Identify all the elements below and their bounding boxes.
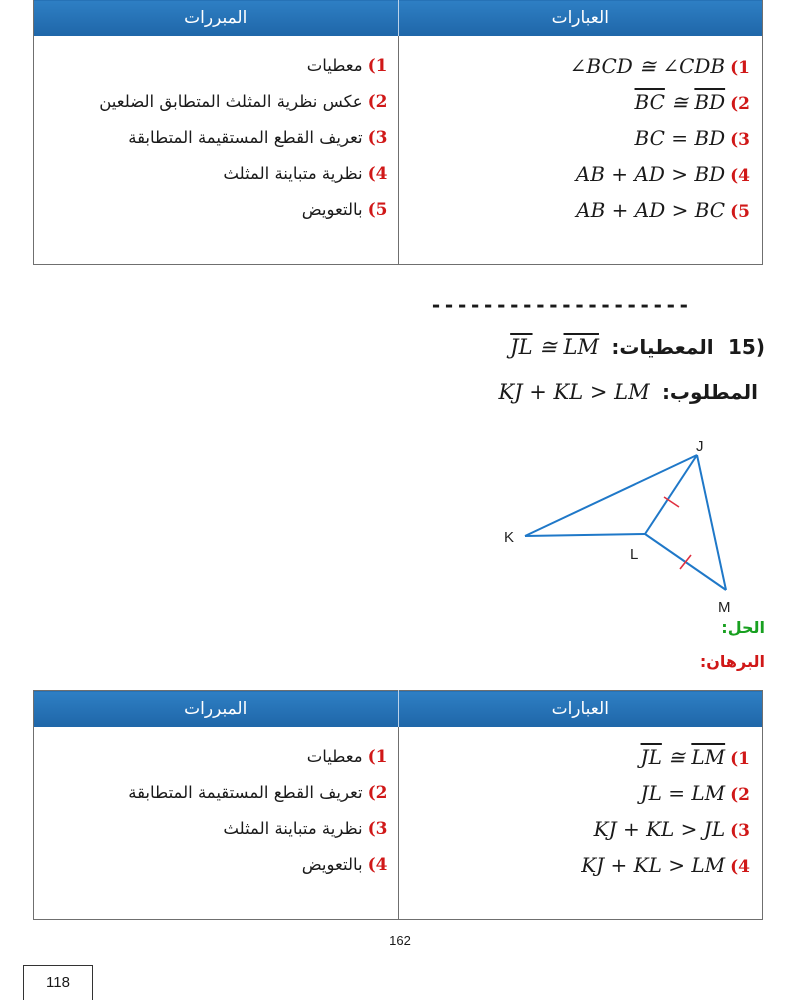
given-statement: $\overline{JL}$ ≅ $\overline{LM}$ <box>510 335 599 359</box>
page-number: 162 <box>389 933 411 948</box>
row-number: 3) <box>367 819 388 839</box>
statement-row <box>399 84 763 120</box>
reason-row <box>34 156 398 192</box>
row-number: 2) <box>367 783 388 803</box>
reason-text: معطيات <box>306 56 363 75</box>
reason-row <box>34 739 398 775</box>
row-number: 2) <box>367 92 388 112</box>
row-number: 2) <box>730 94 750 114</box>
statement-math: $\overline{JL}$ ≅ $\overline{LM}$ <box>640 745 726 769</box>
tick-LM <box>680 555 691 569</box>
figure-lines <box>525 455 726 590</box>
row-number: 3) <box>730 821 750 841</box>
book-page-number: 118 <box>23 965 93 1000</box>
given-label: المعطيات: <box>611 335 714 359</box>
proof-table-2 <box>33 690 763 920</box>
segment-JM <box>697 455 726 590</box>
row-number: 5) <box>730 202 750 222</box>
reasons-column <box>34 36 399 264</box>
header-statements: العبارات <box>398 0 763 36</box>
statement-row <box>399 811 763 847</box>
reason-row <box>34 120 398 156</box>
statement-math: $\overline{BC}$ ≅ $\overline{BD}$ <box>634 90 726 114</box>
required-label: المطلوب: <box>661 380 758 404</box>
congruence-ticks <box>664 497 691 569</box>
dashed-separator: -------------------- <box>430 293 691 317</box>
statement-math: JL = LM <box>640 781 726 805</box>
header-reasons: المبررات <box>34 691 399 728</box>
label-M: M <box>718 599 731 616</box>
row-number: 4) <box>730 857 750 877</box>
reason-text: معطيات <box>306 747 363 766</box>
reason-row <box>34 192 398 228</box>
proof-table-1 <box>33 0 763 265</box>
statement-row <box>399 739 763 775</box>
statement-row <box>399 192 763 228</box>
row-number: 4) <box>367 855 388 875</box>
segment-KL <box>525 534 645 536</box>
statement-row <box>399 156 763 192</box>
reason-text: نظرية متباينة المثلث <box>223 819 363 838</box>
label-J: J <box>696 440 704 455</box>
statement-math: AB + AD > BD <box>575 162 726 186</box>
reason-text: بالتعويض <box>301 200 363 219</box>
reason-row <box>34 48 398 84</box>
reason-row <box>34 847 398 883</box>
row-number: 3) <box>730 130 750 150</box>
reason-text: تعريف القطع المستقيمة المتطابقة <box>128 783 363 802</box>
statements-column <box>398 727 763 919</box>
header-reasons: المبررات <box>34 0 399 36</box>
reason-row <box>34 811 398 847</box>
statement-math: BC = BD <box>634 126 726 150</box>
problem-required-line <box>498 380 758 404</box>
statement-math: ∠BCD ≅ ∠CDB <box>569 54 726 78</box>
problem-given-line <box>510 335 765 359</box>
header-statements: العبارات <box>398 691 763 728</box>
statement-row <box>399 775 763 811</box>
reason-row <box>34 84 398 120</box>
row-number: 1) <box>367 747 388 767</box>
solution-label: الحل: <box>721 618 765 637</box>
proof-label: البرهان: <box>699 652 765 671</box>
row-number: 2) <box>730 785 750 805</box>
statement-math: AB + AD > BC <box>576 198 726 222</box>
row-number: 1) <box>730 749 750 769</box>
reason-text: تعريف القطع المستقيمة المتطابقة <box>128 128 363 147</box>
problem-number: (15 <box>728 335 765 359</box>
reason-text: بالتعويض <box>301 855 363 874</box>
triangle-figure <box>490 440 750 630</box>
statements-column <box>398 36 763 264</box>
statement-math: KJ + KL > LM <box>581 853 726 877</box>
statement-math: KJ + KL > JL <box>593 817 726 841</box>
row-number: 4) <box>730 166 750 186</box>
reasons-column <box>34 727 399 919</box>
reason-text: عكس نظرية المثلث المتطابق الضلعين <box>99 92 363 111</box>
required-statement: KJ + KL > LM <box>498 380 650 404</box>
row-number: 5) <box>367 200 388 220</box>
label-K: K <box>504 529 515 546</box>
statement-row <box>399 48 763 84</box>
reason-row <box>34 775 398 811</box>
row-number: 4) <box>367 164 388 184</box>
statement-row <box>399 120 763 156</box>
statement-row <box>399 847 763 883</box>
row-number: 1) <box>367 56 388 76</box>
reason-text: نظرية متباينة المثلث <box>223 164 363 183</box>
label-L: L <box>630 546 639 563</box>
row-number: 3) <box>367 128 388 148</box>
row-number: 1) <box>730 58 750 78</box>
